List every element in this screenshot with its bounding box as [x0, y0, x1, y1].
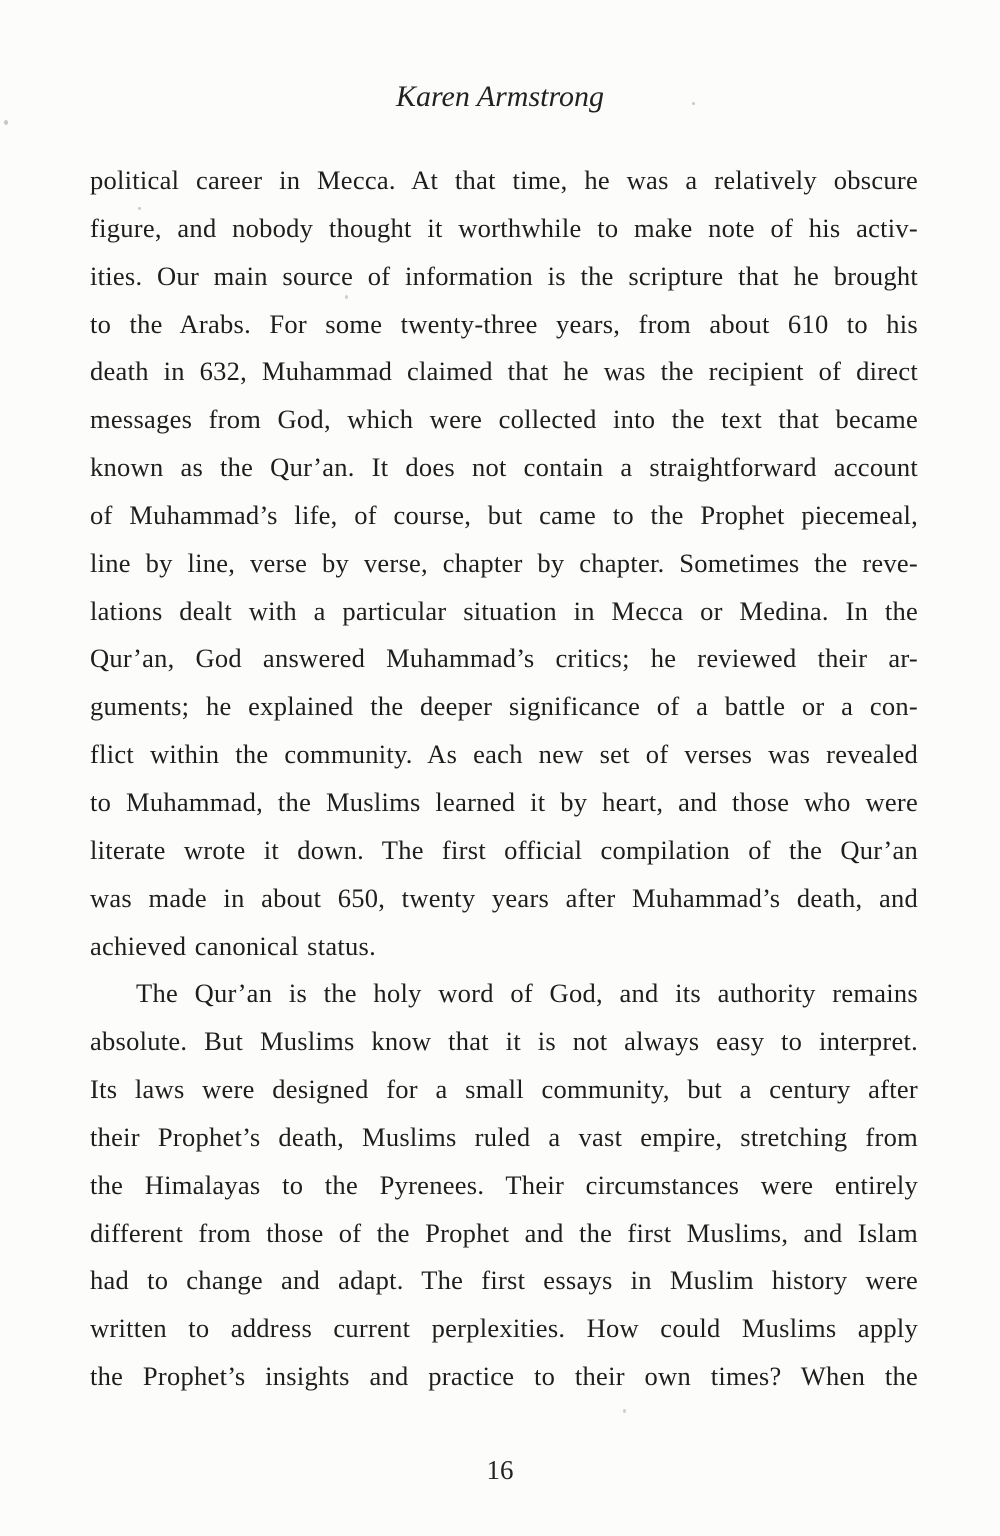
- scan-speck: [138, 207, 141, 210]
- text-line: was made in about 650, twenty years after Muhammad’s death, and: [90, 882, 918, 913]
- text-line: had to change and adapt. The first essays in Muslim history were: [90, 1265, 918, 1296]
- text-line: death in 632, Muhammad claimed that he was the recipient of direct: [90, 356, 918, 387]
- text-line: the Prophet’s insights and practice to their own times? When the: [90, 1361, 918, 1392]
- text-line: to Muhammad, the Muslims learned it by heart, and those who were: [90, 786, 918, 817]
- text-line: lations dealt with a particular situation in Mecca or Medina. In the: [90, 595, 918, 626]
- text-line: ities. Our main source of information is the scripture that he brought: [90, 260, 918, 291]
- text-line: absolute. But Muslims know that it is not always easy to interpret.: [90, 1026, 918, 1057]
- text-line: Its laws were designed for a small community, but a century after: [90, 1074, 918, 1105]
- text-line: political career in Mecca. At that time, he was a relatively obscure: [90, 165, 918, 195]
- scan-speck: [692, 102, 695, 105]
- text-line: guments; he explained the deeper significance of a battle or a con-: [90, 691, 918, 722]
- text-line: different from those of the Prophet and the first Muslims, and Islam: [90, 1217, 918, 1248]
- text-line: messages from God, which were collected into the text that became: [90, 404, 918, 435]
- text-line: figure, and nobody thought it worthwhile to make note of his activ-: [90, 212, 918, 243]
- text-line: the Himalayas to the Pyrenees. Their circumstances were entirely: [90, 1169, 918, 1200]
- scan-speck: [345, 295, 348, 299]
- running-header-author: Karen Armstrong: [395, 80, 605, 113]
- text-line: their Prophet’s death, Muslims ruled a vast empire, stretching from: [90, 1121, 918, 1152]
- text-line: of Muhammad’s life, of course, but came to the Prophet piecemeal,: [90, 499, 918, 530]
- body-text: [90, 157, 918, 1401]
- text-line: The Qur’an is the holy word of God, and its authority remains: [136, 978, 918, 1009]
- scan-speck: [4, 120, 8, 125]
- scan-speck: [623, 1409, 626, 1413]
- text-line: achieved canonical status.: [90, 930, 376, 961]
- text-line: known as the Qur’an. It does not contain a straightforward account: [90, 452, 918, 483]
- text-line: line by line, verse by verse, chapter by chapter. Sometimes the reve-: [90, 547, 918, 578]
- text-line: written to address current perplexities. How could Muslims apply: [90, 1313, 918, 1344]
- text-line: flict within the community. As each new set of verses was revealed: [90, 739, 918, 770]
- page-number: 16: [486, 1455, 514, 1485]
- text-line: to the Arabs. For some twenty-three years, from about 610 to his: [90, 308, 918, 339]
- text-line: literate wrote it down. The first official compilation of the Qur’an: [90, 834, 918, 865]
- text-line: Qur’an, God answered Muhammad’s critics; he reviewed their ar-: [90, 643, 918, 674]
